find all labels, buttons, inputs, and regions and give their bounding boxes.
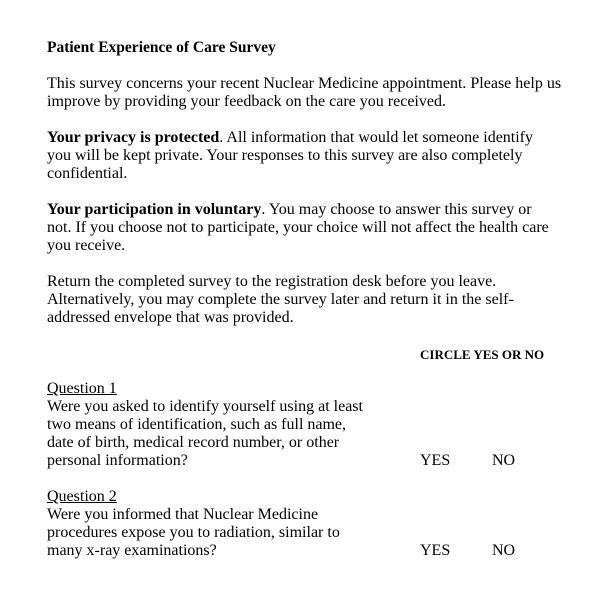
text-line: This survey concerns your recent Nuclear Medicine appointment. Please help us bbox=[47, 75, 562, 92]
question-text-line: personal information? bbox=[47, 452, 188, 469]
text-line: addressed envelope that was provided. bbox=[47, 309, 294, 326]
text-line: you will be kept private. Your responses to this survey are also completely bbox=[47, 147, 523, 164]
text-run: . You may choose to answer this survey or bbox=[261, 201, 532, 218]
privacy-paragraph bbox=[47, 129, 533, 183]
text-line bbox=[47, 201, 549, 219]
q2-no-option[interactable]: NO bbox=[492, 542, 516, 559]
text-line: improve by providing your feedback on the care you received. bbox=[47, 93, 446, 110]
participation-lead: Your participation in voluntary bbox=[47, 201, 262, 218]
question-text-line: Were you asked to identify yourself using at least bbox=[47, 398, 363, 415]
intro-paragraph bbox=[47, 75, 561, 111]
text-run: . All information that would let someone identify bbox=[219, 129, 534, 146]
circle-instruction: CIRCLE YES OR NO bbox=[420, 347, 545, 362]
return-paragraph bbox=[47, 273, 514, 327]
privacy-lead: Your privacy is protected bbox=[47, 129, 220, 146]
text-line: you receive. bbox=[47, 237, 126, 254]
question-text-line: date of birth, medical record number, or other bbox=[47, 434, 340, 451]
text-line: confidential. bbox=[47, 165, 128, 182]
q1-no-option[interactable]: NO bbox=[492, 452, 516, 469]
question-label: Question 2 bbox=[47, 488, 117, 505]
text-line: Return the completed survey to the registration desk before you leave. bbox=[47, 273, 497, 290]
survey-title: Patient Experience of Care Survey bbox=[47, 39, 276, 56]
text-line: not. If you choose not to participate, your choice will not affect the health care bbox=[47, 219, 549, 236]
participation-paragraph bbox=[47, 201, 549, 255]
q2-yes-option[interactable]: YES bbox=[420, 542, 451, 559]
question-text-line: procedures expose you to radiation, similar to bbox=[47, 524, 340, 541]
question-text-line: Were you informed that Nuclear Medicine bbox=[47, 506, 319, 523]
question-text-line: many x-ray examinations? bbox=[47, 542, 217, 559]
text-line: Alternatively, you may complete the survey later and return it in the self- bbox=[47, 291, 514, 308]
question-text-line: two means of identification, such as full name, bbox=[47, 416, 347, 433]
question-1 bbox=[47, 380, 363, 470]
text-line bbox=[47, 129, 533, 147]
question-2 bbox=[47, 488, 340, 560]
question-label: Question 1 bbox=[47, 380, 117, 397]
q1-yes-option[interactable]: YES bbox=[420, 452, 451, 469]
